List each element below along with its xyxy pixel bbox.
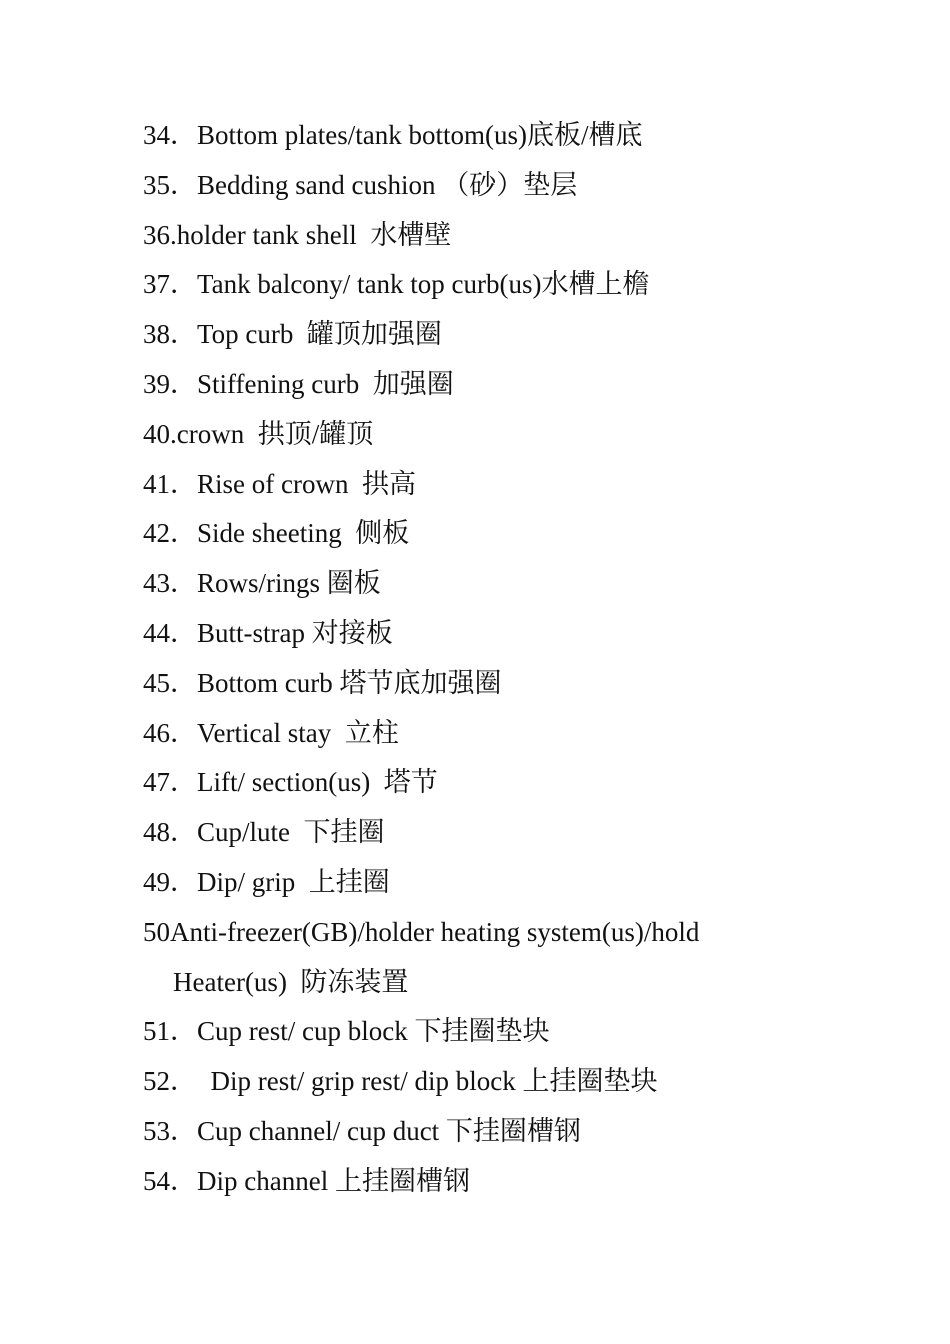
glossary-entry-36: 36.holder tank shell 水槽壁: [143, 219, 452, 250]
glossary-entry-54: 54．Dip channel 上挂圈槽钢: [143, 1165, 470, 1196]
glossary-entry-48: 48．Cup/lute 下挂圈: [143, 817, 385, 848]
glossary-entry-52: 52． Dip rest/ grip rest/ dip block 上挂圈垫块: [143, 1066, 658, 1097]
glossary-entry-46: 46．Vertical stay 立柱: [143, 717, 399, 748]
glossary-entry-44: 44．Butt-strap 对接板: [143, 617, 393, 648]
glossary-entry-37: 37．Tank balcony/ tank top curb(us)水槽上檐: [143, 269, 650, 300]
glossary-entry-51: 51．Cup rest/ cup block 下挂圈垫块: [143, 1016, 550, 1047]
glossary-entry-50-continued: Heater(us) 防冻装置: [173, 966, 409, 997]
glossary-entry-49: 49．Dip/ grip 上挂圈: [143, 866, 390, 897]
glossary-entry-50: 50Anti-freezer(GB)/holder heating system(us)/hold: [143, 916, 700, 947]
glossary-entry-34: 34．Bottom plates/tank bottom(us)底板/槽底: [143, 120, 643, 150]
glossary-entry-40: 40.crown 拱顶/罐顶: [143, 418, 374, 449]
glossary-entry-38: 38．Top curb 罐顶加强圈: [143, 319, 442, 350]
glossary-entry-39: 39．Stiffening curb 加强圈: [143, 368, 454, 399]
glossary-list: [143, 111, 843, 1207]
glossary-entry-43: 43．Rows/rings 圈板: [143, 568, 381, 599]
glossary-entry-47: 47．Lift/ section(us) 塔节: [143, 767, 438, 798]
glossary-entry-42: 42．Side sheeting 侧板: [143, 518, 410, 549]
glossary-entry-35: 35．Bedding sand cushion （砂）垫层: [143, 169, 578, 200]
glossary-entry-45: 45．Bottom curb 塔节底加强圈: [143, 667, 502, 698]
glossary-entry-41: 41．Rise of crown 拱高: [143, 468, 416, 499]
glossary-entry-53: 53．Cup channel/ cup duct 下挂圈槽钢: [143, 1115, 581, 1146]
